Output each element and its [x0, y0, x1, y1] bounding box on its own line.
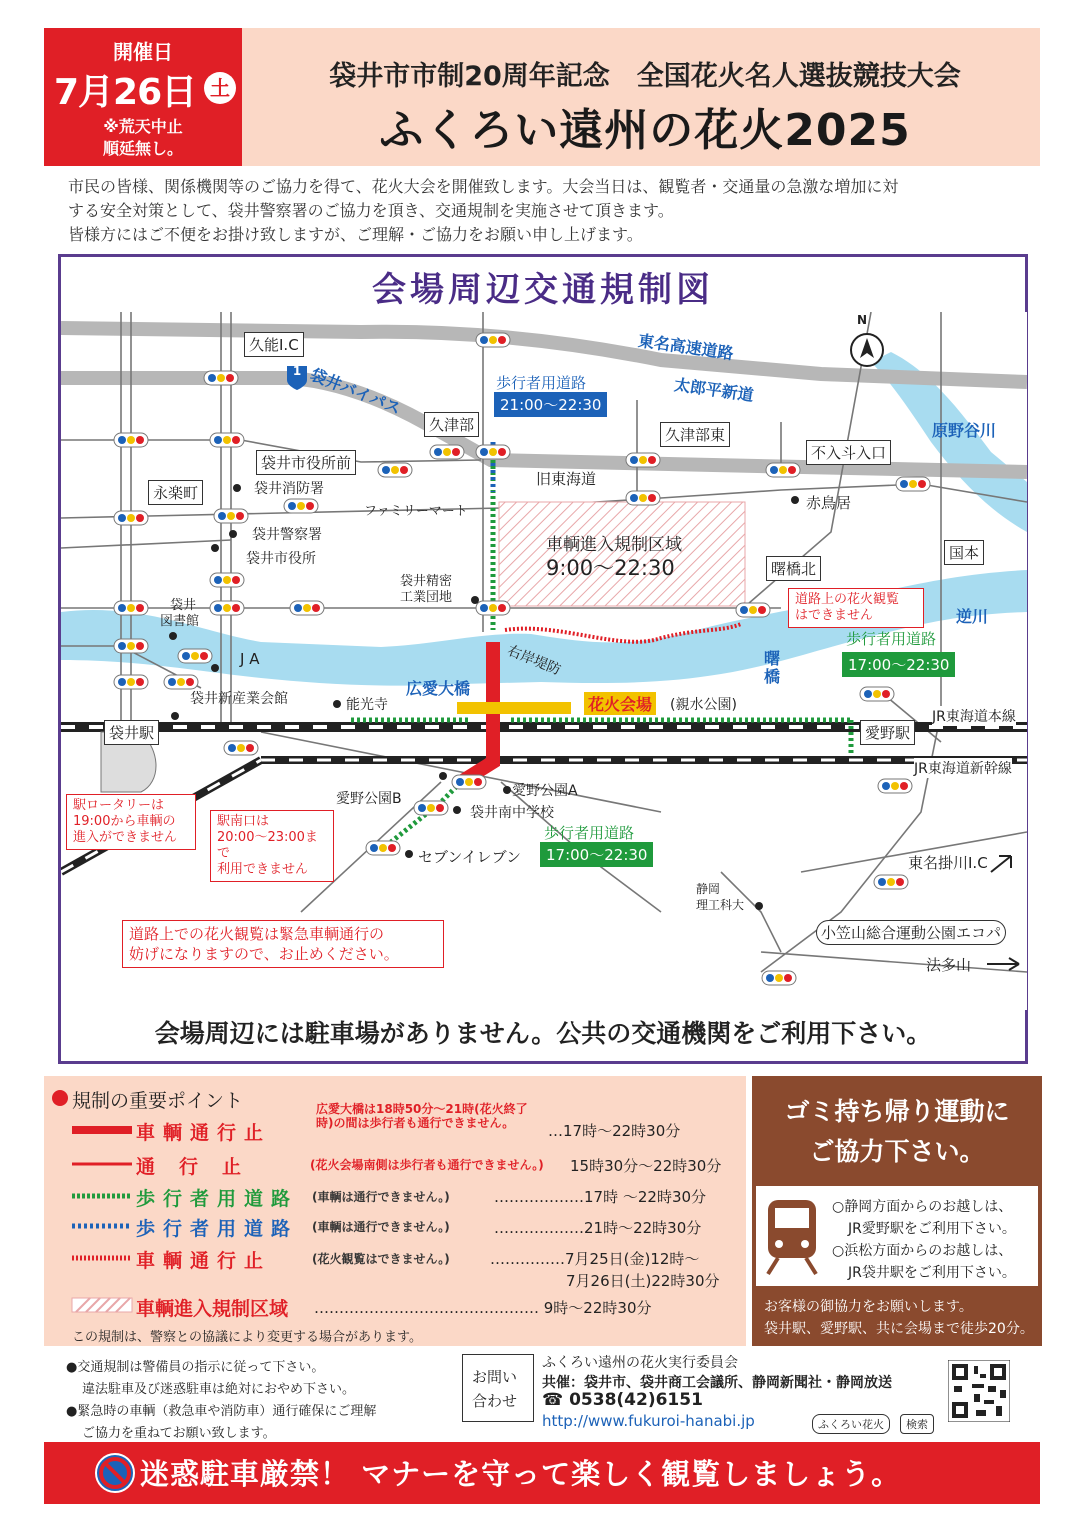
date-label: 開催日 — [113, 40, 173, 64]
rule-2: 違法駐車及び迷惑駐車は絶対におやめ下さい。 — [82, 1382, 356, 1397]
note-road-viewing — [122, 920, 444, 968]
event-title: ふくろい遠州の花火2025 — [379, 105, 911, 156]
station-line-1: ○静岡方面からのお越しは、 — [832, 1199, 1013, 1215]
label-kutsube-east: 久津部東 — [660, 422, 730, 447]
legend-swatches — [66, 1118, 136, 1318]
contact-label-1: お問い — [472, 1368, 518, 1386]
legend-note-1: 広愛大橋は18時50分〜21時(花火終了時)の間は歩行者も通行できません。 — [316, 1102, 528, 1130]
label-venue-park: (親水公園) — [670, 697, 737, 713]
date-weekday: 土 — [204, 72, 236, 104]
station-line-3: ○浜松方面からのお越しは、 — [832, 1243, 1013, 1259]
label-shizuoka-rika-2: 理工科大 — [696, 898, 745, 912]
label-restricted-area: 車輌進入規制区域 — [546, 535, 682, 555]
note-rotary-2: 19:00から車輌の — [73, 814, 176, 829]
date-note-no-postpone: 順延無し。 — [102, 139, 183, 158]
label-hattasan: 法多山 — [926, 956, 972, 974]
label-bypass: 袋井バイパス — [307, 364, 404, 419]
intro-line-2: する安全対策として、袋井警察署のご協力を頂き、交通規制を実施させて頂きます。 — [68, 201, 674, 220]
station-line-4: JR袋井駅をご利用下さい。 — [848, 1265, 1016, 1281]
label-tomei-kakegawa: 東名掛川I.C — [908, 854, 988, 872]
station-foot-2: 袋井駅、愛野駅、共に会場まで徒歩20分。 — [764, 1321, 1034, 1337]
search-button[interactable]: 検索 — [900, 1414, 934, 1434]
qr-code-icon[interactable] — [948, 1360, 1010, 1422]
label-kokuhon: 国本 — [944, 540, 984, 565]
label-ja: J A — [240, 650, 260, 668]
note-south-exit-1: 駅南口は — [217, 814, 270, 829]
label-akatorii: 赤鳥居 — [806, 494, 852, 512]
note-south-exit-3: 利用できません — [217, 862, 309, 877]
label-ped-1: 歩行者用道路 — [496, 374, 587, 392]
label-ped-3: 歩行者用道路 — [544, 824, 635, 842]
contact-box — [462, 1354, 534, 1422]
website-link[interactable]: http://www.fukuroi-hanabi.jp — [542, 1412, 755, 1430]
legend-label-6: 車輌進入規制区域 — [136, 1298, 289, 1320]
label-city-hall: 袋井市役所 — [246, 551, 316, 567]
note-rotary-1: 駅ロータリーは — [73, 798, 165, 813]
label-seven-eleven: セブンイレブン — [418, 848, 522, 866]
label-police: 袋井警察署 — [252, 527, 322, 543]
label-taroheishinmichi: 太郎平新道 — [672, 374, 755, 405]
note-rotary — [66, 794, 196, 850]
label-north: N — [857, 313, 868, 327]
legend-note-4: (車輌は通行できません。) — [312, 1220, 450, 1234]
search-word-box[interactable]: ふくろい花火 — [812, 1414, 890, 1434]
legend-time-5: ……………7月25日(金)12時〜 — [490, 1250, 700, 1268]
label-fire-station: 袋井消防署 — [254, 481, 324, 497]
legend-time-4: ………………21時〜22時30分 — [494, 1219, 702, 1237]
label-old-tokaido: 旧東海道 — [536, 470, 597, 488]
label-koai-bridge: 広愛大橋 — [406, 679, 471, 698]
label-fuirito: 不入斗入口 — [806, 440, 891, 465]
legend-label-1: 車輌通行止 — [136, 1122, 272, 1144]
note-no-viewing-1: 道路上の花火観覧 — [795, 592, 900, 607]
label-library-1: 袋井 — [170, 598, 197, 613]
note-no-viewing-2: はできません — [795, 608, 874, 623]
legend-footnote: この規制は、警察との協議により変更する場合があります。 — [72, 1330, 422, 1345]
label-sakagawa: 逆川 — [956, 607, 989, 626]
legend-time-2: 15時30分〜22時30分 — [570, 1157, 722, 1175]
label-kuno-ic: 久能I.C — [244, 332, 304, 357]
parking-notice: 会場周辺には駐車場がありません。公共の交通機関をご利用下さい。 — [154, 1019, 932, 1048]
note-south-exit-2: 20:00〜23:00まで — [217, 830, 318, 861]
label-kogyodanchi-2: 工業団地 — [400, 590, 453, 605]
map-title: 会場周辺交通規制図 — [372, 270, 714, 310]
label-ped-2: 歩行者用道路 — [846, 630, 937, 648]
note-south-exit — [210, 810, 334, 882]
legend-bullet-icon — [52, 1090, 68, 1106]
legend-label-4: 歩行者用道路 — [136, 1218, 299, 1240]
label-jr-tokaido: JR東海道本線 — [932, 706, 1016, 726]
label-sangyo-kaikan: 袋井新産業会館 — [190, 691, 288, 707]
north-arrow-icon — [851, 334, 883, 366]
label-aino-park-a: 愛野公園A — [512, 783, 578, 799]
label-ped-3-time: 17:00〜22:30 — [540, 842, 653, 867]
legend-time-6: ……………………………………… 9時〜22時30分 — [314, 1299, 652, 1317]
intro-line-3: 皆様方にはご不便をお掛け致しますが、ご理解・ご協力をお願い申し上げます。 — [68, 225, 643, 244]
label-ped-1-time: 21:00〜22:30 — [494, 392, 607, 417]
station-line-2: JR愛野駅をご利用下さい。 — [848, 1221, 1016, 1237]
legend-label-5: 車輌通行止 — [136, 1250, 272, 1272]
label-haranoyagawa: 原野谷川 — [932, 421, 997, 440]
garbage-line-1: ゴミ持ち帰り運動に — [784, 1097, 1010, 1126]
label-ecopa: 小笠山総合運動公園エコパ — [816, 920, 1006, 945]
label-jr-shinkansen: JR東海道新幹線 — [914, 758, 1012, 778]
legend-note-3: (車輌は通行できません。) — [312, 1190, 450, 1204]
label-aino-station: 愛野駅 — [860, 720, 915, 745]
garbage-campaign — [752, 1076, 1042, 1182]
committee-name: ふくろい遠州の花火実行委員会 — [542, 1355, 738, 1371]
venue-area — [457, 702, 571, 714]
garbage-line-2: ご協力下さい。 — [809, 1137, 985, 1166]
legend-time-3: ………………17時 〜22時30分 — [494, 1188, 707, 1206]
note-road-viewing-1: 道路上での花火観覧は緊急車輌通行の — [129, 925, 385, 943]
label-route-no: 1 — [292, 364, 302, 378]
legend-time-1: …17時〜22時30分 — [548, 1122, 681, 1140]
event-date-box — [44, 28, 242, 166]
label-kutsube: 久津部 — [424, 412, 479, 437]
station-foot-1: お客様の御協力をお願いします。 — [764, 1299, 973, 1315]
event-subtitle: 袋井市市制20周年記念 全国花火名人選抜競技大会 — [329, 61, 961, 92]
label-ped-2-time: 17:00〜22:30 — [842, 652, 955, 677]
rule-1: ●交通規制は警備員の指示に従って下さい。 — [66, 1360, 325, 1375]
date-day: 7月26日 — [54, 72, 197, 113]
banner-text: 迷惑駐車厳禁！ マナーを守って楽しく観覧しましょう。 — [140, 1457, 902, 1491]
label-akebonokita: 曙橋北 — [766, 556, 821, 581]
label-minami-jhs: 袋井南中学校 — [470, 805, 554, 821]
label-fukuroi-station: 袋井駅 — [104, 720, 159, 745]
legend-note-2: (花火会場南側は歩行者も通行できません。) — [310, 1158, 544, 1172]
no-parking-icon — [94, 1452, 136, 1494]
rule-3: ●緊急時の車輌（救急車や消防車）通行確保にご理解 — [66, 1404, 377, 1419]
note-rotary-3: 進入ができません — [73, 830, 178, 845]
legend-label-3: 歩行者用道路 — [136, 1188, 299, 1210]
label-noko-ji: 能光寺 — [346, 697, 388, 713]
label-restricted-time: 9:00〜22:30 — [546, 556, 675, 580]
tel-number: ☎ 0538(42)6151 — [542, 1390, 703, 1410]
label-aino-park-b: 愛野公園B — [336, 791, 402, 807]
legend-time-5b: 7月26日(土)22時30分 — [566, 1272, 720, 1290]
label-kogyodanchi-1: 袋井精密 — [400, 574, 453, 589]
rule-4: ご協力を重ねてお願い致します。 — [82, 1426, 276, 1441]
label-venue: 花火会場 — [584, 692, 656, 715]
label-eirakucho: 永楽町 — [148, 480, 203, 505]
cosponsor: 共催：袋井市、袋井商工会議所、静岡新聞社・静岡放送 — [542, 1375, 892, 1391]
date-note-rain: ※荒天中止 — [103, 117, 183, 136]
note-road-viewing-2: 妨げになりますので、お止めください。 — [129, 945, 399, 963]
label-tomei: 東名高速道路 — [636, 330, 735, 364]
train-icon — [762, 1196, 822, 1276]
legend-title: 規制の重要ポイント — [72, 1090, 244, 1112]
label-family-mart: ファミリーマート — [364, 504, 468, 519]
label-city-hall-front: 袋井市役所前 — [256, 450, 356, 475]
legend-label-2: 通行止 — [136, 1156, 266, 1178]
label-library-2: 図書館 — [160, 614, 200, 629]
intro-line-1: 市民の皆様、関係機関等のご協力を得て、花火大会を開催致します。大会当日は、観覧者・交通量の急激な増加に対 — [68, 177, 899, 196]
label-right-bank: 右岸堤防 — [504, 642, 563, 679]
note-no-viewing — [788, 588, 924, 628]
label-akebonobashi: 曙橋 — [764, 649, 781, 686]
legend-note-5: (花火観覧はできません。) — [312, 1252, 450, 1266]
label-shizuoka-rika-1: 静岡 — [696, 882, 721, 896]
contact-label-2: 合わせ — [472, 1392, 518, 1410]
